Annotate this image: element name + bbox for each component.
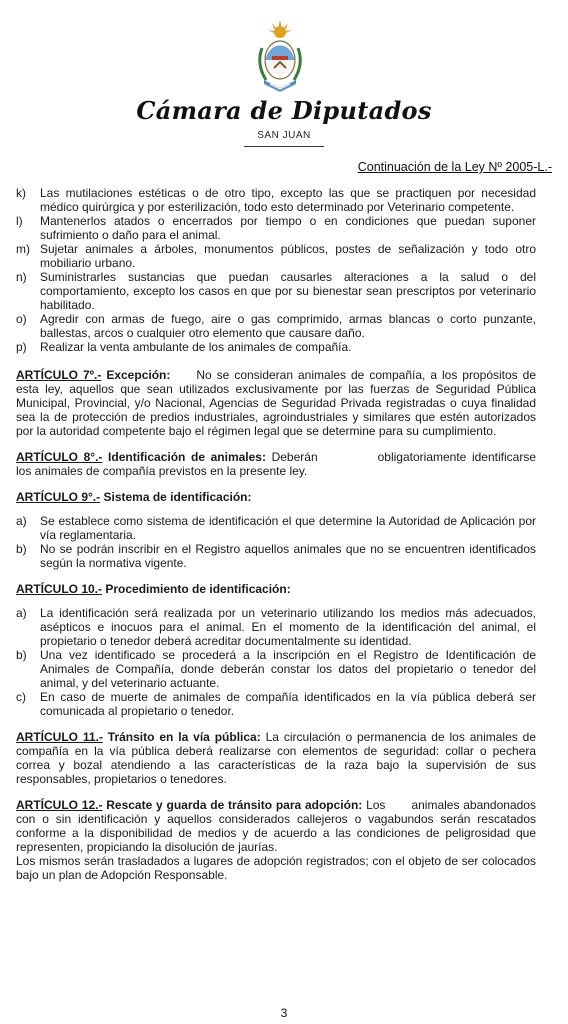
prohibitions-list	[16, 186, 536, 354]
article-8: ARTÍCULO 8°.- Identificación de animales: Deberán obligatoriamente identificarse los animales de compañía previstos en la presente ley.	[16, 450, 536, 478]
page-number: 3	[280, 1006, 288, 1020]
article-heading: ARTÍCULO 12.- Rescate y guarda de tránsito para adopción:	[16, 798, 363, 812]
list-item: n) Suministrarles sustancias que puedan causarles alteraciones a la salud o del comportamiento, excepto los casos en que por su bienestar sean prescriptos por veterinario habilitado.	[16, 270, 536, 312]
list-item: k) Las mutilaciones estéticas o de otro tipo, excepto las que se practiquen por necesidad médico quirúrgica y por esterilización, todo esto determinado por Veterinario competente.	[16, 186, 536, 214]
law-continuation-note: Continuación de la Ley Nº 2005-L.-	[357, 160, 552, 174]
header-divider	[244, 146, 324, 147]
article-heading: ARTÍCULO 9°.- Sistema de identificación:	[16, 490, 252, 504]
article-heading: ARTÍCULO 10.- Procedimiento de identificación:	[16, 582, 291, 596]
article-heading: ARTÍCULO 7º.- Excepción:	[16, 368, 171, 382]
coat-of-arms-icon	[252, 18, 308, 96]
article-11: ARTÍCULO 11.- Tránsito en la vía pública: La circulación o permanencia de los animales de compañía en la vía pública deberá realizarse con elementos de seguridad: collar o pechera correa y bozal atendiendo a las características de la raza bajo la supervisión de sus responsables, propietarios o tenedores.	[16, 730, 536, 786]
list-item: a) La identificación será realizada por un veterinario utilizando los medios más adecuados, asépticos e inocuos para el animal. En el momento de la identificación del animal, el propietario o tenedor deberá acreditar documentalmente su identidad.	[16, 606, 536, 648]
article-7: ARTÍCULO 7º.- Excepción: No se consideran animales de compañía, a los propósitos de esta ley, aquellos que sean utilizados exclusivamente por las fuerzas de Seguridad Pública Municipal, Provincial, y/o Nacional, Agencias de Seguridad Privada registradas o cuya finalidad sea la de protección de predios industriales, agroindustriales y similares que estén autorizados por la autoridad competente bajo el régimen legal que se determine para su cumplimiento.	[16, 368, 536, 438]
article-12-paragraph-2: Los mismos serán trasladados a lugares de adopción registrados; con el objeto de ser colocados bajo un plan de Adopción Responsable.	[16, 854, 536, 882]
province-name: SAN JUAN	[257, 130, 311, 141]
chamber-name: Cámara de Diputados	[136, 96, 432, 125]
article-heading: ARTÍCULO 8°.- Identificación de animales:	[16, 450, 266, 464]
article-heading: ARTÍCULO 11.- Tránsito en la vía pública:	[16, 730, 261, 744]
article-12: ARTÍCULO 12.- Rescate y guarda de tránsito para adopción: Los animales abandonados con o sin identificación y aquellos considerados callejeros o vagabundos serán rescatados conforme a la disponibilidad de medios y de acuerdo a las condiciones de peligrosidad que representen, propiciando la disolución de jaurías.	[16, 798, 536, 854]
article-10-heading	[16, 582, 536, 596]
list-item: c) En caso de muerte de animales de compañía identificados en la vía pública deberá ser comunicada al propietario o tenedor.	[16, 690, 536, 718]
document-body	[16, 186, 536, 882]
list-item: l) Mantenerlos atados o encerrados por tiempo o en condiciones que puedan suponer sufrimiento o daño para el animal.	[16, 214, 536, 242]
list-item: b) Una vez identificado se procederá a la inscripción en el Registro de Identificación de Animales de Compañía, donde deberán constar los datos del propietario o tenedor del animal, y del veterinario actuante.	[16, 648, 536, 690]
list-item: o) Agredir con armas de fuego, aire o gas comprimido, armas blancas o corto punzante, ballestas, arcos o cualquier otro elemento que causare daño.	[16, 312, 536, 340]
article-9-heading	[16, 490, 536, 504]
list-item: b) No se podrán inscribir en el Registro aquellos animales que no se encuentren identificados según la normativa vigente.	[16, 542, 536, 570]
list-item: a) Se establece como sistema de identificación el que determine la Autoridad de Aplicación por vía reglamentaria.	[16, 514, 536, 542]
list-item: p) Realizar la venta ambulante de los animales de compañía.	[16, 340, 352, 354]
list-item: m) Sujetar animales a árboles, monumentos públicos, postes de señalización y todo otro mobiliario urbano.	[16, 242, 536, 270]
